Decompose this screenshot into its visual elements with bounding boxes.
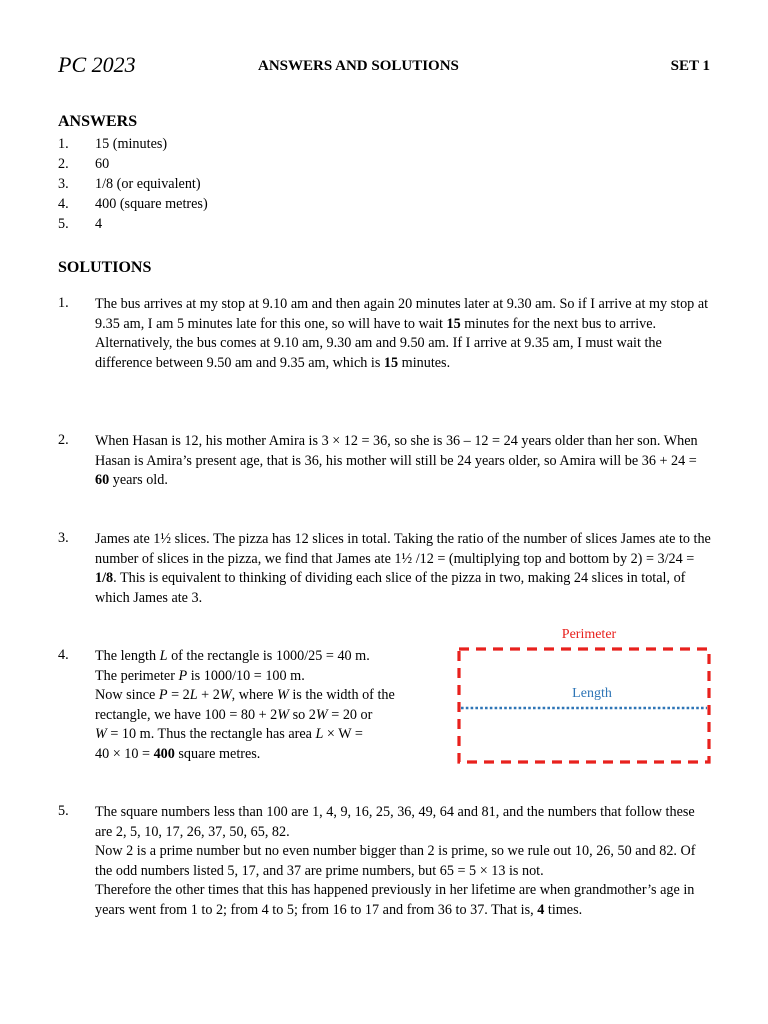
text-run: Now since xyxy=(95,687,159,704)
header-title: PC 2023 xyxy=(58,52,136,77)
solution-line xyxy=(95,725,438,745)
text-run: times. xyxy=(544,901,583,918)
text-run: × W = xyxy=(323,726,363,743)
answer-bold: 4 xyxy=(537,901,545,918)
answer-text: 400 (square metres) xyxy=(95,196,208,212)
answer-bold: 60 xyxy=(95,472,110,489)
solution-paragraph xyxy=(95,881,712,920)
text-run: , where xyxy=(231,687,277,704)
rectangle-figure xyxy=(455,620,715,770)
solution-line xyxy=(95,647,438,667)
solution-body xyxy=(95,647,438,765)
length-label: Length xyxy=(572,686,612,701)
text-run: When Hasan is 12, his mother Amira is 3 × 12 = 36, so she is 36 – 12 = 24 years older than her son. When Hasan is Amira’s present age, that is 36, his mother will still be 24 years older, so Amira will be 36 + 24 = xyxy=(95,433,698,469)
variable: W xyxy=(277,706,290,723)
variable: P xyxy=(158,687,168,704)
text-run: Alternatively, the bus comes at 9.10 am, 9.30 am and 9.50 am. If I arrive at 9.35 am, I must wait the difference between 9.50 am and 9.35 am, which is xyxy=(95,335,662,371)
variable: W xyxy=(315,706,328,723)
variable: L xyxy=(315,726,324,743)
text-run: The length xyxy=(95,648,160,664)
solutions-heading: SOLUTIONS xyxy=(58,259,152,276)
answers-heading: ANSWERS xyxy=(58,113,138,130)
answer-number: 3. xyxy=(58,176,69,192)
answer-number: 4. xyxy=(58,196,69,212)
text-run: minutes. xyxy=(398,354,451,371)
answer-number: 5. xyxy=(58,216,69,232)
solution-number: 5. xyxy=(58,803,69,819)
variable: P xyxy=(178,667,188,684)
answer-number: 2. xyxy=(58,156,69,172)
perimeter-label: Perimeter xyxy=(561,627,617,642)
solution-line xyxy=(95,706,438,726)
answer-text: 1/8 (or equivalent) xyxy=(95,176,201,192)
text-run: is the width of the xyxy=(288,687,395,704)
variable: W xyxy=(219,687,232,704)
text-run: years old. xyxy=(109,472,168,489)
solution-paragraph xyxy=(95,295,712,334)
variable: L xyxy=(189,687,198,704)
answer-number: 1. xyxy=(58,136,69,152)
variable: L xyxy=(159,648,168,664)
text-run: . This is equivalent to thinking of dividing each slice of the pizza in two, making 24 slices in total, of which James ate 3. xyxy=(95,570,686,606)
rectangle-diagram xyxy=(455,620,715,770)
variable: W xyxy=(95,726,107,743)
solution-body xyxy=(95,530,712,608)
answer-bold: 15 xyxy=(446,315,461,332)
text-run: rectangle, we have 100 = 80 + 2 xyxy=(95,706,278,723)
text-run: = 10 m. Thus the rectangle has area xyxy=(106,726,316,743)
text-run: The perimeter xyxy=(95,667,179,684)
solution-body xyxy=(95,432,712,491)
header-set: SET 1 xyxy=(670,58,710,74)
answer-bold: 1/8 xyxy=(95,570,114,587)
answer-bold: 400 xyxy=(153,745,175,762)
header-center: ANSWERS AND SOLUTIONS xyxy=(258,58,459,74)
solution-number: 3. xyxy=(58,530,69,546)
solution-body xyxy=(95,803,712,921)
variable: W xyxy=(276,687,289,704)
answer-text: 15 (minutes) xyxy=(95,136,168,152)
text-run: The bus arrives at my stop at 9.10 am and then again 20 minutes later at 9.30 am. So if I arrive at my stop at 9.35 am, I am 5 minutes late for this one, so will have to wait xyxy=(95,296,709,332)
answer-bold: 15 xyxy=(383,354,399,371)
solution-paragraph: Now 2 is a prime number but no even number bigger than 2 is prime, so we rule out 10, 26, 50 and 82. Of the odd numbers listed 5, 17, and 37 are prime numbers, but 65 = 5 × 13 is not. xyxy=(95,843,696,879)
page-header xyxy=(58,52,710,82)
solution-paragraph xyxy=(95,432,712,491)
solution-number: 1. xyxy=(58,295,69,311)
solution-paragraph xyxy=(95,530,712,608)
answer-text: 4 xyxy=(95,216,103,232)
text-run: + 2 xyxy=(197,687,220,704)
solution-paragraph xyxy=(95,334,712,373)
solution-line xyxy=(95,686,438,706)
text-run: minutes for the next bus to arrive. xyxy=(460,315,657,332)
text-run: Therefore the other times that this has happened previously in her lifetime are when grandmother’s age in years went from 1 to 2; from 4 to 5; from 16 to 17 and from 36 to 37. That is, xyxy=(95,882,695,918)
text-run: of the rectangle is 1000/25 = 40 m. xyxy=(167,648,370,664)
text-run: square metres. xyxy=(174,745,261,762)
text-run: 40 × 10 = xyxy=(95,745,154,762)
text-run: = 2 xyxy=(167,687,190,704)
text-run: James ate 1½ slices. The pizza has 12 slices in total. Taking the ratio of the number of slices James ate to the number of slices in the pizza, we find that James ate 1½ /12 = (multiplying top and bottom by 2) = 3/24 = xyxy=(95,531,711,567)
solution-line xyxy=(95,745,438,765)
text-run: is 1000/10 = 100 m. xyxy=(187,667,305,684)
text-run: = 20 or xyxy=(327,706,373,723)
solution-line xyxy=(95,667,438,687)
text-run: so 2 xyxy=(289,706,316,723)
solution-paragraph: The square numbers less than 100 are 1, 4, 9, 16, 25, 36, 49, 64 and 81, and the numbers that follow these are 2, 5, 10, 17, 26, 37, 50, 65, 82. xyxy=(95,804,695,840)
solution-body xyxy=(95,295,712,373)
solution-number: 2. xyxy=(58,432,69,448)
perimeter-rectangle xyxy=(459,649,709,762)
answer-text: 60 xyxy=(95,156,110,172)
solution-number: 4. xyxy=(58,647,69,663)
